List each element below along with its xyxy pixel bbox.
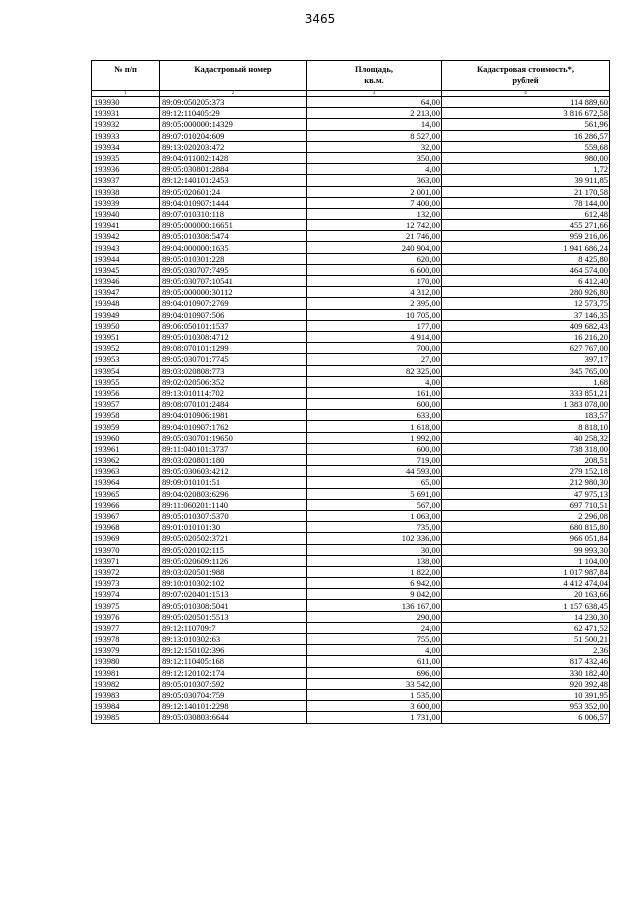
cadastral-number: 89:04:010907:1444 (160, 197, 307, 208)
cadastral-number: 89:05:010301:228 (160, 253, 307, 264)
row-index: 193980 (92, 656, 160, 667)
area-value: 27,00 (307, 354, 442, 365)
row-index: 193974 (92, 589, 160, 600)
cadastral-value: 966 051,84 (442, 533, 610, 544)
cadastral-value: 6 412,40 (442, 276, 610, 287)
cadastral-value: 208,51 (442, 455, 610, 466)
cadastral-value: 62 471,52 (442, 622, 610, 633)
table-row (92, 108, 610, 119)
table-row (92, 421, 610, 432)
area-value: 7 400,00 (307, 197, 442, 208)
cadastral-number: 89:05:030603:4212 (160, 466, 307, 477)
table-row (92, 488, 610, 499)
row-index: 193962 (92, 455, 160, 466)
row-index: 193934 (92, 141, 160, 152)
row-index: 193931 (92, 108, 160, 119)
cadastral-value: 12 573,75 (442, 298, 610, 309)
cadastral-number: 89:12:110709:7 (160, 622, 307, 633)
row-index: 193943 (92, 242, 160, 253)
cadastral-number: 89:07:010204:609 (160, 130, 307, 141)
table-row (92, 343, 610, 354)
cadastral-value: 738 318,00 (442, 443, 610, 454)
cadastral-number: 89:09:050205:373 (160, 97, 307, 108)
row-index: 193964 (92, 477, 160, 488)
cadastral-number: 89:01:010101:30 (160, 522, 307, 533)
area-value: 132,00 (307, 208, 442, 219)
area-value: 102 336,00 (307, 533, 442, 544)
row-index: 193979 (92, 645, 160, 656)
table-row (92, 645, 610, 656)
cadastral-value: 1 383 078,00 (442, 399, 610, 410)
cadastral-value: 953 352,00 (442, 701, 610, 712)
table-row (92, 410, 610, 421)
area-value: 9 042,00 (307, 589, 442, 600)
cadastral-number: 89:11:060201:1140 (160, 499, 307, 510)
table-row (92, 600, 610, 611)
area-value: 30,00 (307, 544, 442, 555)
row-index: 193946 (92, 276, 160, 287)
area-value: 24,00 (307, 622, 442, 633)
area-value: 44 593,00 (307, 466, 442, 477)
cadastral-number: 89:05:000000:30112 (160, 287, 307, 298)
cadastral-value: 99 993,30 (442, 544, 610, 555)
cadastral-number: 89:09:010101:51 (160, 477, 307, 488)
cadastral-value: 561,96 (442, 119, 610, 130)
table-row (92, 220, 610, 231)
table-row (92, 298, 610, 309)
area-value: 14,00 (307, 119, 442, 130)
area-value: 32,00 (307, 141, 442, 152)
header-row (92, 61, 610, 91)
cadastral-number: 89:04:010906:1981 (160, 410, 307, 421)
header-index-label: № п/п (114, 64, 137, 74)
table-row (92, 253, 610, 264)
table-row (92, 544, 610, 555)
cadastral-number: 89:04:020803:6296 (160, 488, 307, 499)
row-index: 193948 (92, 298, 160, 309)
area-value: 8 527,00 (307, 130, 442, 141)
area-value: 64,00 (307, 97, 442, 108)
row-index: 193958 (92, 410, 160, 421)
row-index: 193968 (92, 522, 160, 533)
cadastral-value: 40 258,32 (442, 432, 610, 443)
cadastral-value: 183,57 (442, 410, 610, 421)
cadastral-number: 89:08:070101:2484 (160, 399, 307, 410)
cadastral-number: 89:05:020601:24 (160, 186, 307, 197)
cadastral-value: 8 425,80 (442, 253, 610, 264)
row-index: 193937 (92, 175, 160, 186)
area-value: 600,00 (307, 443, 442, 454)
cadastral-number: 89:05:030801:2884 (160, 164, 307, 175)
row-index: 193941 (92, 220, 160, 231)
table-row (92, 499, 610, 510)
cadastral-value: 21 170,58 (442, 186, 610, 197)
cadastral-number: 89:03:020501:988 (160, 566, 307, 577)
row-index: 193942 (92, 231, 160, 242)
cadastral-number: 89:05:000000:16651 (160, 220, 307, 231)
cadastral-value: 1 941 686,24 (442, 242, 610, 253)
header-index (92, 61, 160, 91)
area-value: 1 618,00 (307, 421, 442, 432)
row-index: 193935 (92, 152, 160, 163)
cadastral-number: 89:12:140101:2298 (160, 701, 307, 712)
row-index: 193959 (92, 421, 160, 432)
cadastral-number: 89:03:020801:180 (160, 455, 307, 466)
cadastral-number: 89:02:020506:352 (160, 376, 307, 387)
table-row (92, 197, 610, 208)
table-row (92, 119, 610, 130)
row-index: 193966 (92, 499, 160, 510)
cadastral-number: 89:05:010307:592 (160, 678, 307, 689)
area-value: 6 942,00 (307, 578, 442, 589)
table-row (92, 231, 610, 242)
table-row (92, 432, 610, 443)
cadastral-value: 980,00 (442, 152, 610, 163)
table-row (92, 689, 610, 700)
cadastral-value: 51 500,21 (442, 634, 610, 645)
area-value: 755,00 (307, 634, 442, 645)
area-value: 65,00 (307, 477, 442, 488)
table-row (92, 578, 610, 589)
cadastral-value: 817 432,46 (442, 656, 610, 667)
row-index: 193951 (92, 331, 160, 342)
cadastral-number: 89:12:110405:168 (160, 656, 307, 667)
cadastral-value: 10 391,95 (442, 689, 610, 700)
table-row (92, 533, 610, 544)
header-area-label: Площадь, кв.м. (355, 64, 393, 85)
row-index: 193977 (92, 622, 160, 633)
row-index: 193981 (92, 667, 160, 678)
cadastral-number: 89:11:040101:3737 (160, 443, 307, 454)
row-index: 193976 (92, 611, 160, 622)
row-index: 193947 (92, 287, 160, 298)
cadastral-number: 89:12:150102:396 (160, 645, 307, 656)
cadastral-value: 333 851,21 (442, 387, 610, 398)
table-row (92, 152, 610, 163)
area-value: 4 312,00 (307, 287, 442, 298)
row-index: 193983 (92, 689, 160, 700)
table-row (92, 443, 610, 454)
area-value: 136 167,00 (307, 600, 442, 611)
table-row (92, 477, 610, 488)
cadastral-number: 89:05:030701:19650 (160, 432, 307, 443)
cadastral-value: 3 816 672,58 (442, 108, 610, 119)
row-index: 193940 (92, 208, 160, 219)
cadastral-value: 920 392,48 (442, 678, 610, 689)
row-index: 193970 (92, 544, 160, 555)
table-row (92, 522, 610, 533)
cadastral-value: 6 006,57 (442, 712, 610, 723)
area-value: 700,00 (307, 343, 442, 354)
area-value: 567,00 (307, 499, 442, 510)
cadastral-number: 89:05:030803:6644 (160, 712, 307, 723)
table-row (92, 387, 610, 398)
row-index: 193932 (92, 119, 160, 130)
cadastral-number: 89:05:020501:5513 (160, 611, 307, 622)
table-row (92, 97, 610, 108)
area-value: 363,00 (307, 175, 442, 186)
table-row (92, 667, 610, 678)
cadastral-value: 409 682,43 (442, 320, 610, 331)
table-row (92, 141, 610, 152)
row-index: 193973 (92, 578, 160, 589)
cadastral-value: 697 710,51 (442, 499, 610, 510)
area-value: 600,00 (307, 399, 442, 410)
row-index: 193954 (92, 365, 160, 376)
table-row (92, 331, 610, 342)
column-number: 1 (92, 91, 160, 97)
table-row (92, 656, 610, 667)
column-number: 3 (307, 91, 442, 97)
cadastral-number: 89:12:140101:2453 (160, 175, 307, 186)
area-value: 620,00 (307, 253, 442, 264)
cadastral-number: 89:06:050101:1537 (160, 320, 307, 331)
row-index: 193969 (92, 533, 160, 544)
row-index: 193944 (92, 253, 160, 264)
header-cadastral-number-label: Кадастровый номер (194, 64, 272, 74)
row-index: 193984 (92, 701, 160, 712)
table-row (92, 455, 610, 466)
row-index: 193967 (92, 510, 160, 521)
area-value: 21 746,00 (307, 231, 442, 242)
table-row (92, 510, 610, 521)
cadastral-value: 114 889,60 (442, 97, 610, 108)
row-index: 193957 (92, 399, 160, 410)
cadastral-value: 16 286,57 (442, 130, 610, 141)
table-row (92, 622, 610, 633)
cadastral-value: 1 157 638,45 (442, 600, 610, 611)
cadastral-number: 89:05:010308:5041 (160, 600, 307, 611)
area-value: 4,00 (307, 376, 442, 387)
table-row (92, 634, 610, 645)
cadastral-number: 89:04:010907:2769 (160, 298, 307, 309)
cadastral-value: 8 818,10 (442, 421, 610, 432)
cadastral-number: 89:04:010907:1762 (160, 421, 307, 432)
cadastral-number: 89:05:030707:10541 (160, 276, 307, 287)
row-index: 193985 (92, 712, 160, 723)
row-index: 193949 (92, 309, 160, 320)
area-value: 2 213,00 (307, 108, 442, 119)
cadastral-number: 89:05:030704:759 (160, 689, 307, 700)
table-row (92, 130, 610, 141)
area-value: 4 914,00 (307, 331, 442, 342)
cadastral-number: 89:05:030707:7495 (160, 264, 307, 275)
area-value: 10 705,00 (307, 309, 442, 320)
row-index: 193930 (92, 97, 160, 108)
area-value: 290,00 (307, 611, 442, 622)
cadastral-value: 4 412 474,04 (442, 578, 610, 589)
cadastral-number: 89:03:020808:773 (160, 365, 307, 376)
table-row (92, 164, 610, 175)
table-row (92, 678, 610, 689)
row-index: 193952 (92, 343, 160, 354)
cadastral-value: 330 182,40 (442, 667, 610, 678)
column-number: 2 (160, 91, 307, 97)
header-cadastral-value-label: Кадастровая стоимость*, рублей (477, 64, 574, 85)
row-index: 193963 (92, 466, 160, 477)
table-row (92, 566, 610, 577)
cadastral-value: 464 574,00 (442, 264, 610, 275)
table-row (92, 354, 610, 365)
table-row (92, 242, 610, 253)
area-value: 161,00 (307, 387, 442, 398)
area-value: 12 742,00 (307, 220, 442, 231)
row-index: 193945 (92, 264, 160, 275)
area-value: 633,00 (307, 410, 442, 421)
table-row (92, 365, 610, 376)
cadastral-number: 89:04:000000:1635 (160, 242, 307, 253)
table-row (92, 589, 610, 600)
row-index: 193955 (92, 376, 160, 387)
cadastral-value: 680 815,80 (442, 522, 610, 533)
cadastral-number: 89:05:010307:5370 (160, 510, 307, 521)
cadastral-value: 1 104,00 (442, 555, 610, 566)
area-value: 82 325,00 (307, 365, 442, 376)
cadastral-number: 89:12:110405:29 (160, 108, 307, 119)
row-index: 193971 (92, 555, 160, 566)
area-value: 2 001,00 (307, 186, 442, 197)
cadastral-value: 212 980,30 (442, 477, 610, 488)
area-value: 2 395,00 (307, 298, 442, 309)
cadastral-number: 89:04:010907:506 (160, 309, 307, 320)
cadastral-value: 559,68 (442, 141, 610, 152)
cadastral-number: 89:08:070101:1299 (160, 343, 307, 354)
row-index: 193938 (92, 186, 160, 197)
cadastral-number: 89:05:020102:115 (160, 544, 307, 555)
area-value: 6 600,00 (307, 264, 442, 275)
area-value: 735,00 (307, 522, 442, 533)
cadastral-value: 16 216,20 (442, 331, 610, 342)
area-value: 177,00 (307, 320, 442, 331)
row-index: 193933 (92, 130, 160, 141)
cadastral-value: 39 911,85 (442, 175, 610, 186)
row-index: 193978 (92, 634, 160, 645)
table-row (92, 264, 610, 275)
cadastral-number: 89:05:020609:1126 (160, 555, 307, 566)
row-index: 193961 (92, 443, 160, 454)
area-value: 240 904,00 (307, 242, 442, 253)
cadastral-number: 89:07:010310:118 (160, 208, 307, 219)
cadastral-value: 37 146,35 (442, 309, 610, 320)
area-value: 696,00 (307, 667, 442, 678)
table-row (92, 701, 610, 712)
area-value: 1 822,00 (307, 566, 442, 577)
cadastral-number: 89:13:020203:472 (160, 141, 307, 152)
cadastral-table (91, 60, 610, 724)
cadastral-value: 959 216,06 (442, 231, 610, 242)
area-value: 719,00 (307, 455, 442, 466)
area-value: 138,00 (307, 555, 442, 566)
column-number: 4 (442, 91, 610, 97)
table-row (92, 399, 610, 410)
cadastral-value: 280 926,80 (442, 287, 610, 298)
row-index: 193953 (92, 354, 160, 365)
header-cadastral-value (442, 61, 610, 91)
table-row (92, 376, 610, 387)
table-row (92, 712, 610, 723)
cadastral-value: 1,68 (442, 376, 610, 387)
cadastral-number: 89:05:000000:14329 (160, 119, 307, 130)
cadastral-number: 89:13:010114:702 (160, 387, 307, 398)
cadastral-number: 89:05:010308:5474 (160, 231, 307, 242)
area-value: 4,00 (307, 164, 442, 175)
cadastral-number: 89:05:010308:4712 (160, 331, 307, 342)
cadastral-number: 89:07:020401:1513 (160, 589, 307, 600)
table-row (92, 309, 610, 320)
area-value: 350,00 (307, 152, 442, 163)
area-value: 170,00 (307, 276, 442, 287)
cadastral-value: 20 163,66 (442, 589, 610, 600)
area-value: 4,00 (307, 645, 442, 656)
cadastral-value: 627 767,00 (442, 343, 610, 354)
table-row (92, 287, 610, 298)
cadastral-number: 89:12:120102:174 (160, 667, 307, 678)
cadastral-value: 345 765,00 (442, 365, 610, 376)
cadastral-value: 2,36 (442, 645, 610, 656)
cadastral-value: 1 017 987,84 (442, 566, 610, 577)
area-value: 1 063,00 (307, 510, 442, 521)
area-value: 1 731,00 (307, 712, 442, 723)
area-value: 611,00 (307, 656, 442, 667)
row-index: 193960 (92, 432, 160, 443)
area-value: 1 535,00 (307, 689, 442, 700)
cadastral-value: 455 271,66 (442, 220, 610, 231)
table-body (92, 97, 610, 724)
row-index: 193982 (92, 678, 160, 689)
cadastral-value: 612,48 (442, 208, 610, 219)
table-row (92, 320, 610, 331)
cadastral-value: 397,17 (442, 354, 610, 365)
cadastral-value: 1,72 (442, 164, 610, 175)
area-value: 5 691,00 (307, 488, 442, 499)
row-index: 193972 (92, 566, 160, 577)
row-index: 193975 (92, 600, 160, 611)
table-row (92, 276, 610, 287)
row-index: 193956 (92, 387, 160, 398)
header-cadastral-number (160, 61, 307, 91)
table-row (92, 555, 610, 566)
cadastral-value: 14 230,30 (442, 611, 610, 622)
area-value: 33 542,00 (307, 678, 442, 689)
area-value: 3 600,00 (307, 701, 442, 712)
cadastral-value: 2 296,08 (442, 510, 610, 521)
table-row (92, 208, 610, 219)
cadastral-number: 89:04:011002:1428 (160, 152, 307, 163)
cadastral-value: 78 144,00 (442, 197, 610, 208)
table-row (92, 175, 610, 186)
table-row (92, 186, 610, 197)
cadastral-number: 89:10:010302:102 (160, 578, 307, 589)
cadastral-number: 89:05:020502:3721 (160, 533, 307, 544)
table-row (92, 611, 610, 622)
cadastral-value: 279 152,18 (442, 466, 610, 477)
area-value: 1 992,00 (307, 432, 442, 443)
table-row (92, 466, 610, 477)
header-area (307, 61, 442, 91)
cadastral-number: 89:05:030701:7745 (160, 354, 307, 365)
row-index: 193939 (92, 197, 160, 208)
page-number: 3465 (304, 12, 336, 26)
cadastral-number: 89:13:010302:63 (160, 634, 307, 645)
row-index: 193965 (92, 488, 160, 499)
row-index: 193936 (92, 164, 160, 175)
cadastral-value: 47 975,13 (442, 488, 610, 499)
row-index: 193950 (92, 320, 160, 331)
